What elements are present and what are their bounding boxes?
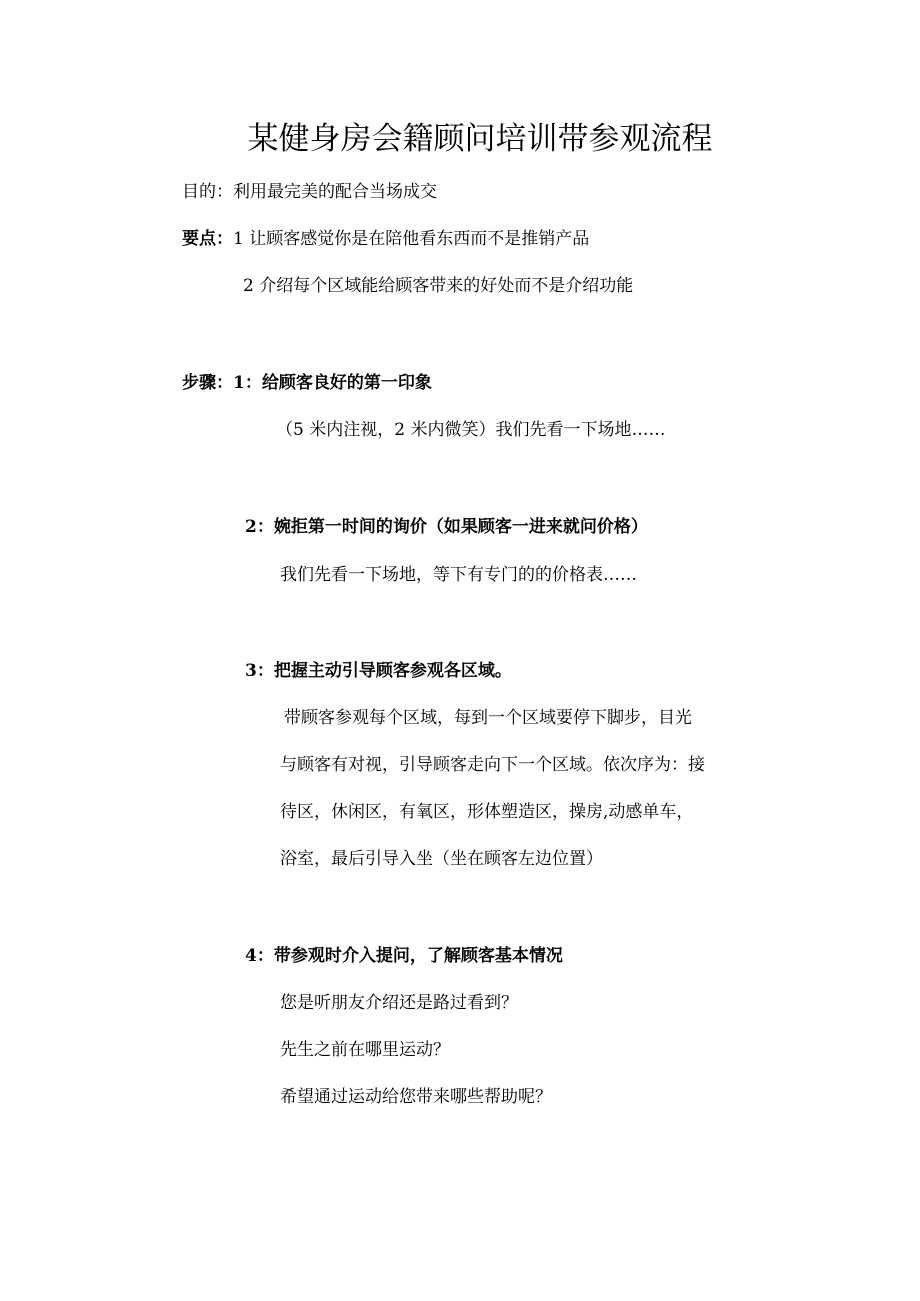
purpose-line [182,180,437,204]
step-4-question-1: 您是听朋友介绍还是路过看到？ [280,993,518,1013]
step-3-heading: 3：把握主动引导顾客参观各区域。 [245,661,512,681]
step-4-question-2: 先生之前在哪里运动？ [280,1040,450,1060]
step-4-heading: 4：带参观时介入提问，了解顾客基本情况 [245,946,563,966]
key-point-1-line [182,227,589,251]
step-2-text: 我们先看一下场地，等下有专门的的价格表…… [280,565,637,585]
step-1-text: （5 米内注视，2 米内微笑）我们先看一下场地…… [276,420,666,440]
step-3-text-line-1: 带顾客参观每个区域，每到一个区域要停下脚步，目光 [284,708,692,728]
step-3-text-line-4: 浴室，最后引导入坐（坐在顾客左边位置） [280,849,603,869]
step-1-heading-line [182,371,432,395]
key-points-label: 要点： [182,229,233,249]
step-4-question-3: 希望通过运动给您带来哪些帮助呢？ [280,1087,552,1107]
steps-label: 步骤： [182,373,233,393]
purpose-label: 目的： [182,182,233,202]
step-3-text-line-3: 待区，休闲区，有氧区，形体塑造区，操房,动感单车， [280,802,694,822]
step-1-heading: 1：给顾客良好的第一印象 [233,373,432,393]
step-2-heading: 2：婉拒第一时间的询价（如果顾客一进来就问价格） [245,517,648,537]
document-title: 某健身房会籍顾问培训带参观流程 [247,121,713,157]
step-3-text-line-2: 与顾客有对视，引导顾客走向下一个区域。依次序为：接 [280,755,705,775]
key-point-2: 2 介绍每个区域能给顾客带来的好处而不是介绍功能 [243,276,634,296]
purpose-text: 利用最完美的配合当场成交 [233,182,437,202]
key-point-1: 1 让顾客感觉你是在陪他看东西而不是推销产品 [233,229,590,249]
